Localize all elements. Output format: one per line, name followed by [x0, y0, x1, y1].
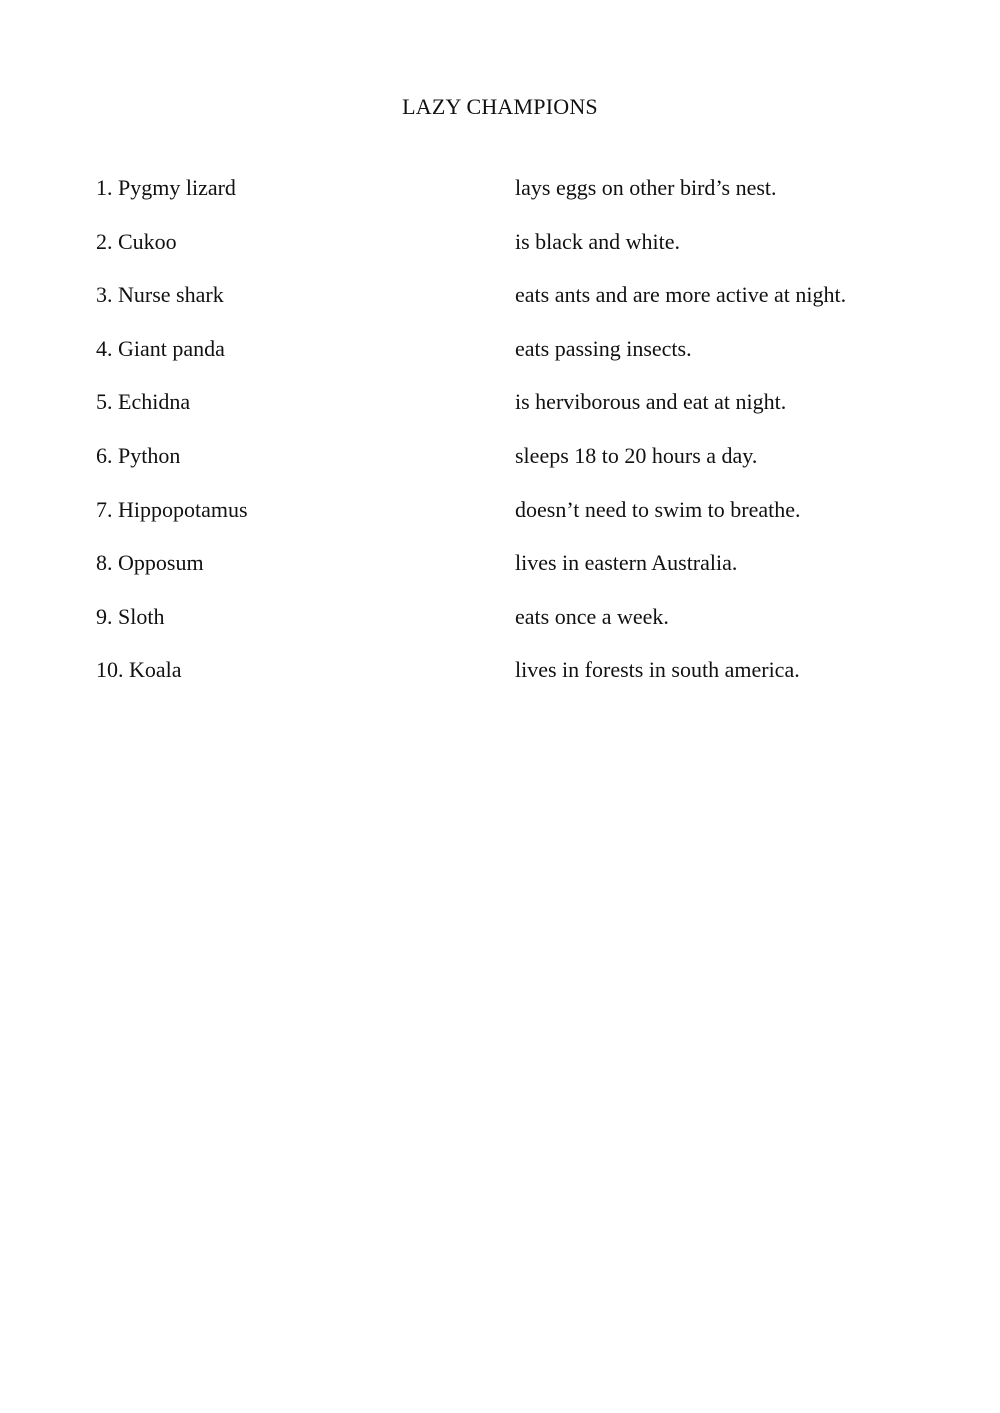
fact-label: is herviborous and eat at night. — [515, 389, 787, 415]
animal-label: 3. Nurse shark — [96, 282, 224, 308]
list-item — [96, 656, 916, 710]
list-item — [96, 281, 916, 335]
animal-label: 5. Echidna — [96, 389, 191, 415]
fact-label: eats ants and are more active at night. — [515, 282, 847, 308]
animal-label: 10. Koala — [96, 657, 182, 683]
list-item — [96, 174, 916, 228]
list-item — [96, 335, 916, 389]
list-item — [96, 603, 916, 657]
fact-label: eats passing insects. — [515, 335, 692, 361]
animal-label: 7. Hippopotamus — [96, 496, 248, 522]
list-item — [96, 388, 916, 442]
list-item — [96, 442, 916, 496]
fact-label: sleeps 18 to 20 hours a day. — [515, 442, 758, 468]
fact-label: lives in forests in south america. — [515, 657, 800, 683]
animal-label: 6. Python — [96, 442, 181, 468]
fact-label: lives in eastern Australia. — [515, 550, 738, 576]
list-item — [96, 549, 916, 603]
animal-label: 8. Opposum — [96, 550, 204, 576]
fact-label: doesn’t need to swim to breathe. — [515, 496, 801, 522]
fact-label: is black and white. — [515, 228, 680, 254]
list-item — [96, 496, 916, 550]
matching-list — [96, 174, 916, 710]
animal-label: 4. Giant panda — [96, 335, 225, 361]
page-title: LAZY CHAMPIONS — [402, 94, 598, 119]
animal-label: 1. Pygmy lizard — [96, 175, 236, 200]
animal-label: 9. Sloth — [96, 603, 165, 629]
animal-label: 2. Cukoo — [96, 228, 177, 254]
list-item — [96, 228, 916, 282]
fact-label: lays eggs on other bird’s nest. — [515, 175, 777, 200]
fact-label: eats once a week. — [515, 603, 669, 629]
